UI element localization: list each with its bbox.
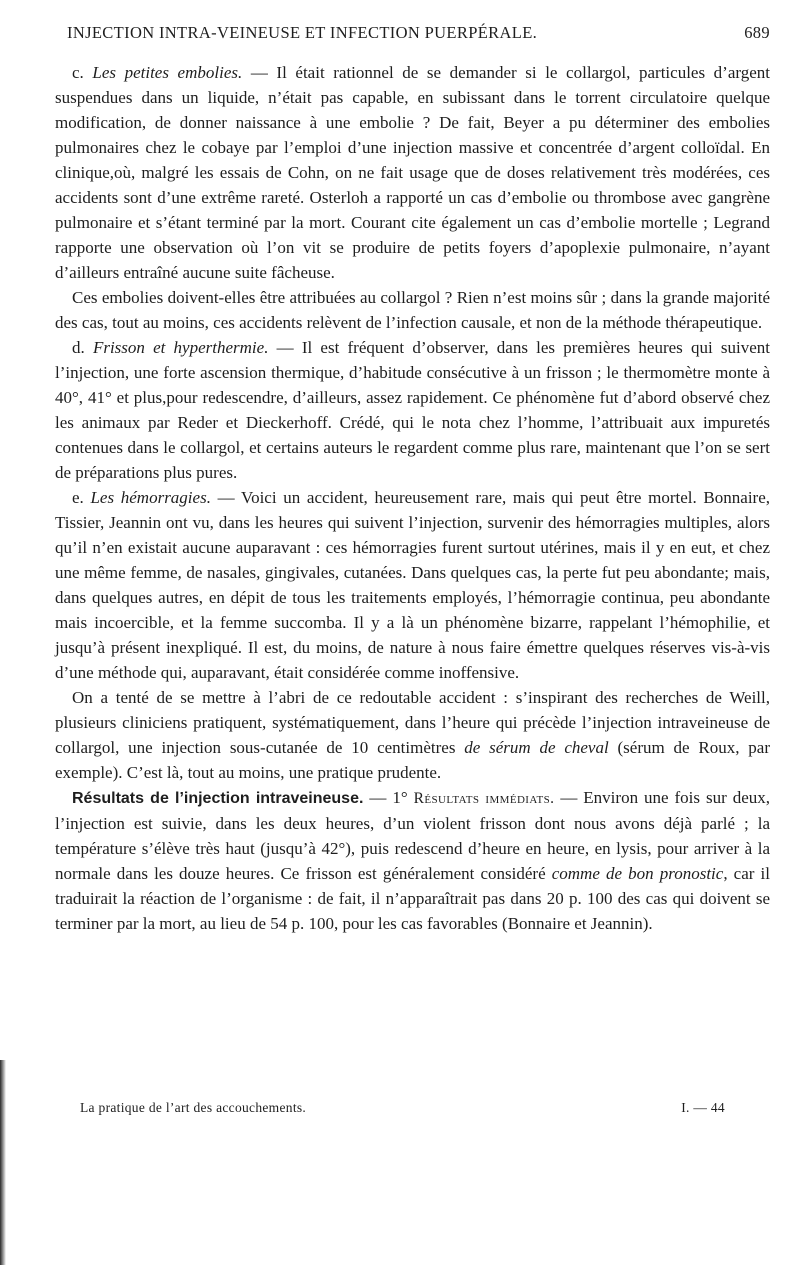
paragraph-c-continued: Ces embolies doivent-elles être attribuées au collargol ? Rien n’est moins sûr ; dans la grande majorité des cas, tout au moins, ces accidents relèvent de l’infection causale, et non de la méthode thérapeutique. [55,288,770,332]
paragraph-prevention-text-1: On a tenté de se mettre à l’abri de ce redoutable accident : s’inspirant des recherches de Weill, plusieurs cliniciens pratiquent, systématiquement, dans l’heure qui précède l’injection intraveineuse de collargol, une injection sous-cutanée de 10 centimètres [55,688,770,757]
paragraph-e [55,485,770,685]
paragraph-prevention-text-2: (sérum de Roux, par exemple). C’est là, tout au moins, une pratique prudente. [55,738,770,782]
paragraph-prevention [55,685,770,785]
results-dash: — 1° [363,788,414,807]
results-italic: comme de bon pronostic [551,864,724,883]
paragraph-e-label: e. [72,488,84,507]
footer-signature: I. — 44 [681,1100,725,1115]
results-heading: Résultats de l’injection intraveineuse. [72,790,364,807]
results-subheading: Résultats immédiats. [413,790,555,807]
paragraph-d-text: — Il est fréquent d’observer, dans les premières heures qui suivent l’injection, une forte ascension thermique, d’habitude consécutive à un frisson ; le thermomètre monte à 40°, 41° et plus,pour redescendre, d’ailleurs, assez rapidement. Ce phénomène fut d’abord observé chez les animaux par Reder et Dieckerhoff. Crédé, qui le nota chez l’homme, l’attribuait aux impuretés contenues dans le collargol, et certains auteurs le regardent comme plus rare, maintenant que l’on se sert de préparations plus pures. [55,338,771,482]
paragraph-c [55,60,770,285]
page-body [55,60,770,936]
running-title: INJECTION INTRA-VEINEUSE ET INFECTION PUERPÉRALE. [67,23,538,42]
scan-gutter-shadow [0,1060,6,1265]
footer-source: La pratique de l’art des accouchements. [80,1100,307,1115]
paragraph-e-text: — Voici un accident, heureusement rare, mais qui peut être mortel. Bonnaire, Tissier, Jeannin ont vu, dans les heures qui suivent l’injection, survenir des hémorragies multiples, alors qu’il n’en existait aucune auparavant : ces hémorragies furent surtout utérines, mais il y en eut, et chez une même femme, de nasales, gingivales, cutanées. Dans quelques cas, la perte fut peu abondante; mais, dans quelques autres, en dépit de tous les traitements employés, l’hémorragie continua, peu abondante mais incoercible, et la femme succomba. Il y a là un phénomène bizarre, rappelant l’hémophilie, et jusqu’à présent inexpliqué. Il est, du moins, de nature à nous faire émettre quelques réserves vis-à-vis d’une méthode qui, auparavant, était considérée comme inoffensive. [55,488,770,682]
paragraph-d [55,335,770,485]
paragraph-c-label: c. [72,63,84,82]
paragraph-d-label: d. [72,338,85,357]
paragraph-e-title: Les hémorragies. [90,488,211,507]
page-footer [80,1100,725,1124]
results-text-1: — Environ une fois sur deux, l’injection est suivie, dans les deux heures, d’un violent frisson dont nous avons déjà parlé ; la température s’élève très haut (jusqu’à 42°), puis redescend d’heure en heure, en lysis, pour arriver à la normale dans les douze heures. Ce frisson est généralement considéré [55,788,770,883]
page-number: 689 [744,23,770,42]
paragraph-c-text: — Il était rationnel de se demander si le collargol, particules d’argent suspendues dans un liquide, n’était pas capable, en subissant dans le torrent circulatoire quelque modification, de donner naissance à une embolie ? De fait, Beyer a pu déterminer des embolies pulmonaires chez le cobaye par l’emploi d’une injection massive et concentrée d’argent colloïdal. En clinique,où, malgré les essais de Cohn, on ne fait usage que de doses relativement très modérées, ces accidents sont d’une extrême rareté. Osterloh a rapporté un cas d’embolie ou thrombose avec gangrène pulmonaire et s’étant terminé par la mort. Courant cite également un cas d’embolie mortelle ; Legrand rapporte une observation où l’on vit se produire de petits foyers d’apoplexie pulmonaire, n’ayant d’ailleurs entraîné aucune suite fâcheuse. [55,63,771,282]
paragraph-results [55,785,770,936]
paragraph-c-title: Les petites embolies. [92,63,243,82]
page-header [55,23,770,49]
results-text-2: , car il traduirait la réaction de l’organisme : de fait, il n’apparaîtrait pas dans 20 p. 100 des cas qui doivent se terminer par la mort, au lieu de 54 p. 100, pour les cas favorables (Bonnaire et Jeannin). [55,864,770,933]
paragraph-d-title: Frisson et hyperthermie. [92,338,269,357]
paragraph-prevention-italic: de sérum de cheval [464,738,609,757]
